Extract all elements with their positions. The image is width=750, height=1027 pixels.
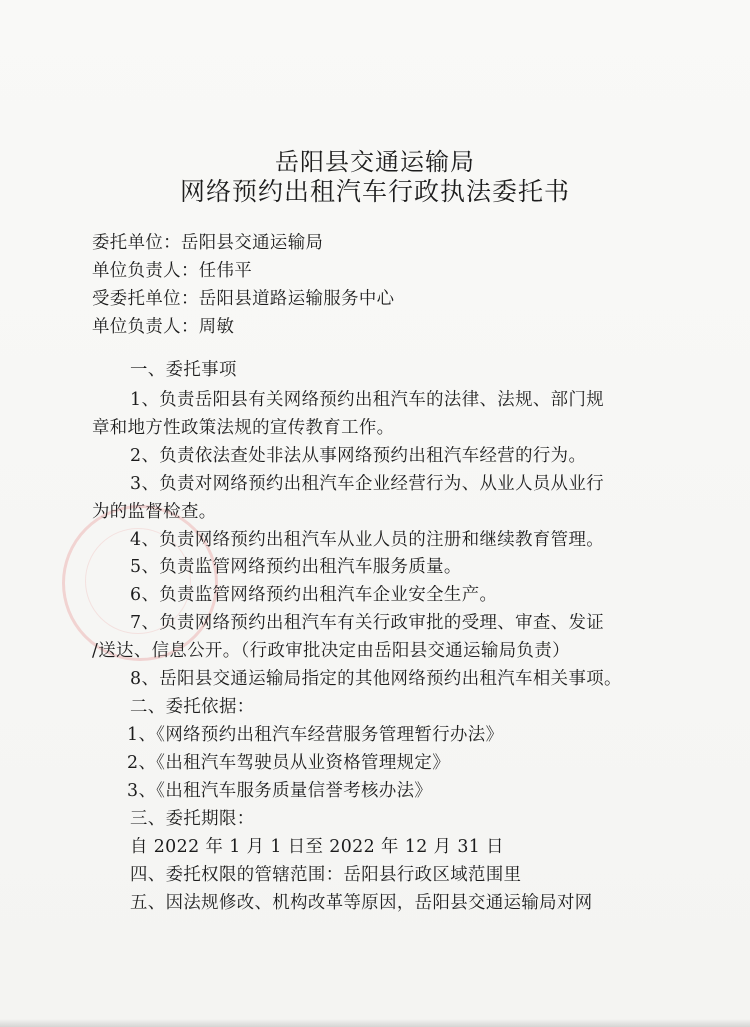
item3-line2: 为的监督检查。 bbox=[92, 502, 217, 522]
basis-3: 3、《出租汽车服务质量信誉考核办法》 bbox=[127, 781, 433, 801]
section1-title: 一、委托事项 bbox=[130, 360, 237, 380]
item3-line1: 3、负责对网络预约出租汽车企业经营行为、从业人员从业行 bbox=[130, 474, 605, 494]
agent-head: 单位负责人：周敏 bbox=[92, 317, 235, 337]
section4: 四、委托权限的管辖范围：岳阳县行政区域范围里 bbox=[130, 865, 522, 885]
item5: 5、负责监管网络预约出租汽车服务质量。 bbox=[130, 557, 462, 577]
item6: 6、负责监管网络预约出租汽车企业安全生产。 bbox=[130, 585, 498, 605]
item2: 2、负责依法查处非法从事网络预约出租汽车经营的行为。 bbox=[130, 446, 587, 466]
principal-head: 单位负责人：任伟平 bbox=[92, 261, 253, 281]
section5: 五、因法规修改、机构改革等原因，岳阳县交通运输局对网 bbox=[130, 893, 593, 913]
scan-bottom-edge bbox=[0, 1019, 750, 1027]
agent-unit: 受委托单位：岳阳县道路运输服务中心 bbox=[92, 289, 395, 309]
item1-line1: 1、负责岳阳县有关网络预约出租汽车的法律、法规、部门规 bbox=[130, 390, 605, 410]
basis-1: 1、《网络预约出租汽车经营服务管理暂行办法》 bbox=[127, 725, 504, 745]
item1-line2: 章和地方性政策法规的宣传教育工作。 bbox=[92, 418, 395, 438]
section2-title: 二、委托依据： bbox=[130, 697, 255, 717]
item7-line2: /送达、信息公开。（行政审批决定由岳阳县交通运输局负责） bbox=[92, 641, 570, 661]
document-title-line1: 岳阳县交通运输局 bbox=[275, 148, 475, 176]
period: 自 2022 年 1 月 1 日至 2022 年 12 月 31 日 bbox=[130, 837, 504, 857]
item8: 8、岳阳县交通运输局指定的其他网络预约出租汽车相关事项。 bbox=[130, 669, 622, 689]
basis-2: 2、《出租汽车驾驶员从业资格管理规定》 bbox=[127, 753, 450, 773]
item7-line1: 7、负责网络预约出租汽车有关行政审批的受理、审查、发证 bbox=[130, 613, 605, 633]
item4: 4、负责网络预约出租汽车从业人员的注册和继续教育管理。 bbox=[130, 530, 605, 550]
principal-unit: 委托单位：岳阳县交通运输局 bbox=[92, 233, 324, 253]
section3-title: 三、委托期限： bbox=[130, 809, 255, 829]
document-title-line2: 网络预约出租汽车行政执法委托书 bbox=[179, 177, 570, 206]
